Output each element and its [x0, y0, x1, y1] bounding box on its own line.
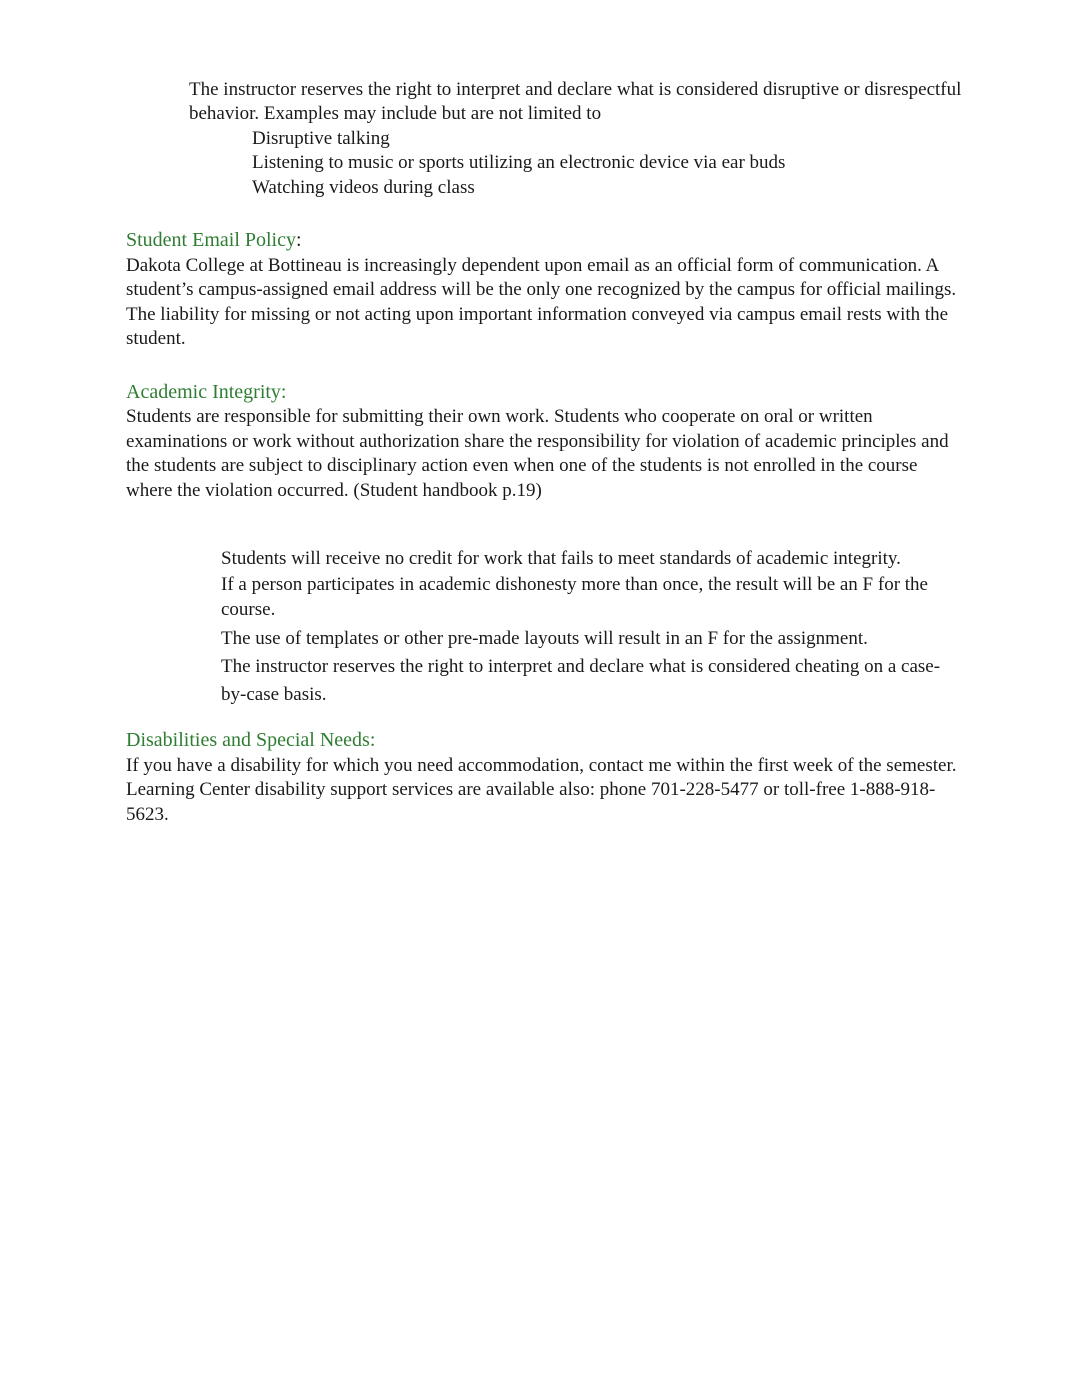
- email-policy-heading-text: Student Email Policy: [126, 229, 296, 251]
- conduct-example-item: Disruptive talking: [252, 128, 390, 149]
- email-policy-line: student.: [126, 328, 186, 349]
- email-policy-line: Dakota College at Bottineau is increasingly dependent upon email as an official form of communication. A: [126, 255, 940, 276]
- academic-integrity-line: Students are responsible for submitting their own work. Students who cooperate on oral or written: [126, 406, 873, 427]
- academic-integrity-line: examinations or work without authorization share the responsibility for violation of academic principles and: [126, 431, 949, 452]
- conduct-example-item: Listening to music or sports utilizing an electronic device via ear buds: [252, 152, 786, 173]
- email-policy-heading-colon: :: [296, 229, 302, 251]
- disabilities-line: Learning Center disability support services are available also: phone 701-228-5477 or toll-free 1-888-918-: [126, 779, 936, 800]
- academic-integrity-heading: Academic Integrity:: [126, 381, 287, 403]
- disabilities-line: If you have a disability for which you need accommodation, contact me within the first week of the semester.: [126, 755, 957, 776]
- academic-integrity-line: the students are subject to disciplinary action even when one of the students is not enrolled in the course: [126, 455, 918, 476]
- academic-integrity-line: where the violation occurred. (Student handbook p.19): [126, 480, 542, 501]
- email-policy-heading: [126, 228, 302, 252]
- integrity-rule-continuation: by-case basis.: [221, 684, 327, 705]
- email-policy-line: student’s campus-assigned email address will be the only one recognized by the campus for official mailings.: [126, 279, 957, 300]
- integrity-rule: If a person participates in academic dishonesty more than once, the result will be an F for the: [221, 574, 928, 595]
- conduct-intro-line-1: The instructor reserves the right to interpret and declare what is considered disruptive or disrespectful: [189, 79, 962, 100]
- email-policy-line: The liability for missing or not acting upon important information conveyed via campus email rests with the: [126, 304, 949, 325]
- integrity-rule: Students will receive no credit for work that fails to meet standards of academic integrity.: [221, 548, 901, 569]
- conduct-intro-line-2: behavior. Examples may include but are not limited to: [189, 103, 602, 124]
- disabilities-line: 5623.: [126, 804, 169, 825]
- conduct-example-item: Watching videos during class: [252, 177, 475, 198]
- disabilities-heading: Disabilities and Special Needs:: [126, 729, 376, 751]
- integrity-rule: The use of templates or other pre-made layouts will result in an F for the assignment.: [221, 628, 868, 649]
- integrity-rule-continuation: course.: [221, 599, 276, 620]
- integrity-rule: The instructor reserves the right to interpret and declare what is considered cheating on a case-: [221, 656, 941, 677]
